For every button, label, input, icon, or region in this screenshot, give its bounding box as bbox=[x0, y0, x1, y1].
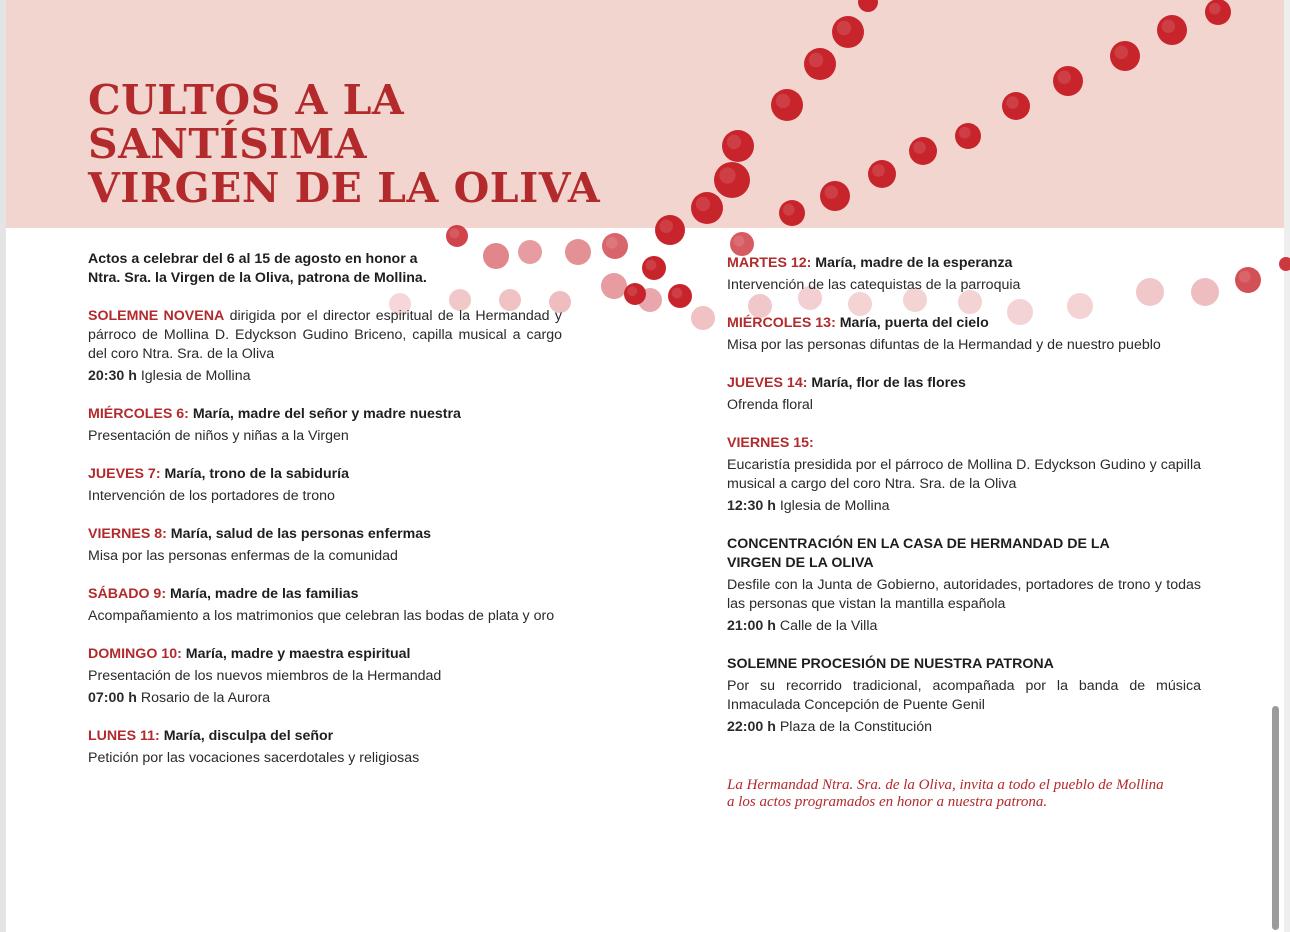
day-label: MIÉRCOLES 13: bbox=[727, 315, 836, 331]
day-description: Presentación de niños y niñas a la Virgen bbox=[88, 428, 349, 444]
day-block-jueves-14 bbox=[727, 374, 1201, 415]
rosary-bead-highlight bbox=[660, 220, 674, 234]
rosary-bead-highlight bbox=[1239, 271, 1251, 283]
rosary-bead-highlight bbox=[734, 236, 745, 247]
concentracion-time: 21:00 h bbox=[727, 618, 776, 634]
rosary-bead-highlight bbox=[776, 94, 790, 108]
rosary-bead-highlight bbox=[913, 141, 926, 154]
scrollbar-thumb[interactable] bbox=[1272, 706, 1279, 930]
rosary-bead-highlight bbox=[696, 197, 710, 211]
rosary-bead-highlight bbox=[1006, 96, 1019, 109]
right-column bbox=[727, 254, 1201, 811]
day-schedule bbox=[727, 497, 1201, 516]
day-label: JUEVES 14: bbox=[727, 375, 808, 391]
procesion-title: SOLEMNE PROCESIÓN DE NUESTRA PATRONA bbox=[727, 656, 1054, 672]
rosary-bead-highlight bbox=[1058, 71, 1072, 85]
day-title: María, puerta del cielo bbox=[835, 315, 989, 331]
procesion-description: Por su recorrido tradicional, acompañada por la banda de música Inmaculada Concepción de Puente Genil bbox=[727, 678, 1201, 713]
rosary-bead-highlight bbox=[449, 228, 459, 238]
day-description: Intervención de los portadores de trono bbox=[88, 488, 335, 504]
rosary-bead-highlight bbox=[646, 260, 657, 271]
day-heading bbox=[88, 585, 562, 604]
day-heading bbox=[88, 465, 562, 484]
rosary-bead-highlight bbox=[606, 237, 618, 249]
day-block-lunes-11 bbox=[88, 727, 562, 768]
rosary-bead-highlight bbox=[1209, 3, 1221, 15]
rosary-bead-highlight bbox=[672, 288, 683, 299]
intro-line-2: Ntra. Sra. la Virgen de la Oliva, patrona de Mollina. bbox=[88, 270, 427, 286]
rosary-bead-highlight bbox=[837, 21, 851, 35]
rosary-bead-highlight bbox=[1115, 46, 1129, 60]
rosary-bead bbox=[601, 273, 627, 299]
day-heading bbox=[727, 374, 1201, 393]
day-title: María, salud de las personas enfermas bbox=[166, 526, 432, 542]
concentracion-block bbox=[727, 535, 1201, 636]
day-heading bbox=[727, 254, 1201, 273]
procesion-block bbox=[727, 655, 1201, 737]
day-block-domingo-10 bbox=[88, 645, 562, 708]
day-schedule bbox=[88, 689, 562, 708]
rosary-bead-highlight bbox=[825, 186, 839, 200]
concentracion-title-line-1: CONCENTRACIÓN EN LA CASA DE HERMANDAD DE LA bbox=[727, 536, 1110, 552]
closing-invitation bbox=[727, 777, 1201, 811]
rosary-bead-highlight bbox=[959, 127, 971, 139]
day-heading bbox=[727, 434, 1201, 453]
procesion-place: Plaza de la Constitución bbox=[775, 719, 933, 735]
day-description: Intervención de las catequistas de la parroquia bbox=[727, 277, 1021, 293]
left-column bbox=[88, 250, 562, 787]
rosary-bead bbox=[1279, 257, 1290, 271]
day-label: SÁBADO 9: bbox=[88, 586, 167, 602]
day-description: Ofrenda floral bbox=[727, 397, 813, 413]
title-line-3: VIRGEN DE LA OLIVA bbox=[88, 164, 601, 212]
rosary-bead-highlight bbox=[872, 164, 885, 177]
day-place: Rosario de la Aurora bbox=[136, 690, 271, 706]
day-title: María, trono de la sabiduría bbox=[160, 466, 349, 482]
day-block-jueves-7 bbox=[88, 465, 562, 506]
day-label: DOMINGO 10: bbox=[88, 646, 182, 662]
novena-schedule bbox=[88, 367, 562, 386]
day-description: Misa por las personas enfermas de la comunidad bbox=[88, 548, 398, 564]
day-description: Misa por las personas difuntas de la Hermandad y de nuestro pueblo bbox=[727, 337, 1161, 353]
day-heading bbox=[88, 525, 562, 544]
day-title: María, flor de las flores bbox=[807, 375, 966, 391]
day-description: Acompañamiento a los matrimonios que celebran las bodas de plata y oro bbox=[88, 608, 555, 624]
day-description: Presentación de los nuevos miembros de la Hermandad bbox=[88, 668, 442, 684]
day-label: VIERNES 15: bbox=[727, 435, 814, 451]
day-block-miercoles-13 bbox=[727, 314, 1201, 355]
day-heading bbox=[88, 727, 562, 746]
rosary-bead-highlight bbox=[719, 167, 735, 183]
day-title: María, madre y maestra espiritual bbox=[181, 646, 411, 662]
day-heading bbox=[88, 645, 562, 664]
day-label: JUEVES 7: bbox=[88, 466, 161, 482]
rosary-bead bbox=[858, 0, 878, 12]
title-line-1: CULTOS A LA bbox=[88, 76, 405, 124]
day-time: 07:00 h bbox=[88, 690, 137, 706]
day-label: MARTES 12: bbox=[727, 255, 812, 271]
procesion-time: 22:00 h bbox=[727, 719, 776, 735]
concentracion-schedule bbox=[727, 617, 1201, 636]
novena-text: dirigida por el director espiritual de la Hermandad y párroco de Mollina D. Edyckson Gudino Briceno, capilla musical a cargo del coro Ntra. Sra. de la Oliva bbox=[88, 308, 563, 362]
day-title: María, disculpa del señor bbox=[159, 728, 334, 744]
rosary-bead-highlight bbox=[783, 204, 795, 216]
rosary-bead bbox=[565, 239, 591, 265]
rosary-bead-highlight bbox=[1162, 20, 1176, 34]
concentracion-description: Desfile con la Junta de Gobierno, autoridades, portadores de trono y todas las personas que vistan la mantilla española bbox=[727, 577, 1201, 612]
day-block-miercoles-6 bbox=[88, 405, 562, 446]
concentracion-place: Calle de la Villa bbox=[775, 618, 878, 634]
intro-line-1: Actos a celebrar del 6 al 15 de agosto en honor a bbox=[88, 251, 418, 267]
novena-time: 20:30 h bbox=[88, 368, 137, 384]
day-title: María, madre de las familias bbox=[166, 586, 359, 602]
novena-block bbox=[88, 307, 562, 386]
day-heading bbox=[88, 405, 562, 424]
day-description: Eucaristía presidida por el párroco de Mollina D. Edyckson Gudino y capilla musical a cargo del coro Ntra. Sra. de la Oliva bbox=[727, 457, 1201, 492]
day-title: María, madre de la esperanza bbox=[811, 255, 1013, 271]
novena-description bbox=[88, 307, 562, 364]
title-line-2: SANTÍSIMA bbox=[88, 120, 368, 168]
closing-line-1: La Hermandad Ntra. Sra. de la Oliva, invita a todo el pueblo de Mollina bbox=[727, 777, 1164, 793]
rosary-bead-highlight bbox=[809, 53, 823, 67]
day-block-viernes-8 bbox=[88, 525, 562, 566]
day-block-sabado-9 bbox=[88, 585, 562, 626]
day-heading bbox=[727, 314, 1201, 333]
day-block-viernes-15 bbox=[727, 434, 1201, 516]
page-title bbox=[88, 78, 600, 210]
day-place: Iglesia de Mollina bbox=[775, 498, 890, 514]
day-time: 12:30 h bbox=[727, 498, 776, 514]
day-title: María, madre del señor y madre nuestra bbox=[188, 406, 461, 422]
novena-label: SOLEMNE NOVENA bbox=[88, 308, 225, 324]
novena-place: Iglesia de Mollina bbox=[136, 368, 251, 384]
day-description: Petición por las vocaciones sacerdotales y religiosas bbox=[88, 750, 420, 766]
rosary-bead bbox=[638, 288, 662, 312]
rosary-bead-highlight bbox=[627, 286, 637, 296]
concentracion-title-line-2: VIRGEN DE LA OLIVA bbox=[727, 555, 874, 571]
rosary-bead-highlight bbox=[727, 135, 741, 149]
closing-line-2: a los actos programados en honor a nuestra patrona. bbox=[727, 794, 1048, 810]
day-label: VIERNES 8: bbox=[88, 526, 167, 542]
rosary-bead bbox=[691, 306, 715, 330]
day-label: LUNES 11: bbox=[88, 728, 160, 744]
day-block-martes-12 bbox=[727, 254, 1201, 295]
intro-text bbox=[88, 250, 562, 288]
day-label: MIÉRCOLES 6: bbox=[88, 406, 189, 422]
procesion-schedule bbox=[727, 718, 1201, 737]
